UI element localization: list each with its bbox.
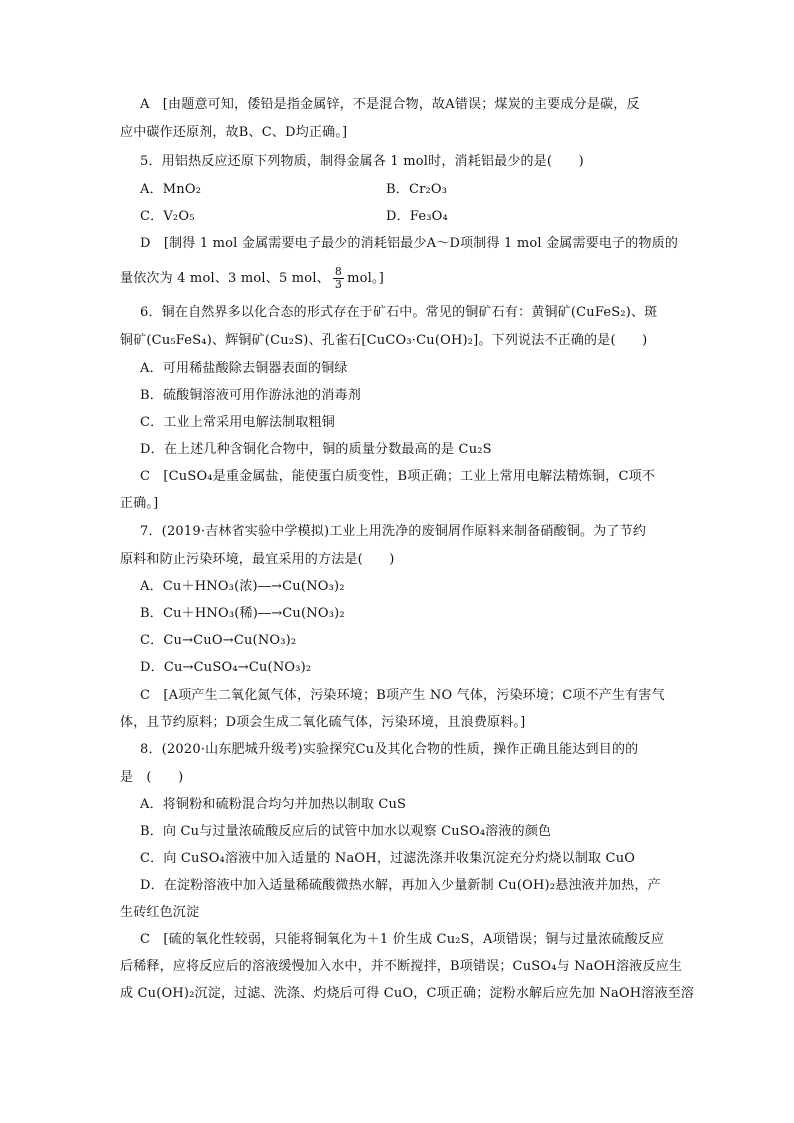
question-8-line-1: 8．(2020·山东肥城升级考)实验探究Cu及其化合物的性质，操作正确且能达到目的的 [140,742,639,757]
question-7-option-b: B．Cu＋HNO₃(稀)―→Cu(NO₃)₂ [140,606,345,621]
question-8-option-d-line-2: 生砖红色沉淀 [120,905,200,920]
question-7-line-1: 7．(2019·吉林省实验中学模拟)工业上用洗净的废铜屑作原料来制备硝酸铜。为了节约 [140,524,647,539]
question-7-option-d: D．Cu→CuSO₄→Cu(NO₃)₂ [140,660,312,675]
question-5: 5．用铝热反应还原下列物质，制得金属各 1 mol时，消耗铝最少的是( ) [140,154,584,169]
question-5-option-b: B．Cr₂O₃ [386,182,448,197]
question-7-option-c: C．Cu→CuO→Cu(NO₃)₂ [140,633,297,648]
fraction-numerator: 8 [334,265,343,278]
question-5-option-c: C．V₂O₅ [140,209,195,224]
question-6-line-2: 铜矿(Cu₅FeS₄)、辉铜矿(Cu₂S)、孔雀石[CuCO₃·Cu(OH)₂]。下列说法不正确的是( ) [120,333,648,348]
question-5-option-d: D．Fe₃O₄ [386,209,448,224]
question-6-option-b: B．硫酸铜溶液可用作游泳池的消毒剂 [140,388,361,403]
answer-6-line-2: 正确。] [120,496,159,511]
question-6-option-d: D．在上述几种含铜化合物中，铜的质量分数最高的是 Cu₂S [140,442,492,457]
answer-8-line-3: 成 Cu(OH)₂沉淀，过滤、洗涤、灼烧后可得 CuO，C项正确；淀粉水解后应先加 NaOH溶液至溶 [120,986,695,1001]
question-8-option-b: B．向 Cu与过量浓硫酸反应后的试管中加水以观察 CuSO₄溶液的颜色 [140,824,552,839]
answer-4-line-1: A [由题意可知，倭铅是指金属锌，不是混合物，故A错误；煤炭的主要成分是碳，反 [140,97,640,112]
question-5-option-a: A．MnO₂ [140,182,202,197]
question-7-line-2: 原料和防止污染环境，最宜采用的方法是( ) [120,552,395,567]
question-6-line-1: 6．铜在自然界多以化合态的形式存在于矿石中。常见的铜矿石有：黄铜矿(CuFeS₂)、斑 [140,305,658,320]
question-6-option-c: C．工业上常采用电解法制取粗铜 [140,415,335,430]
answer-8-line-1: C [硫的氧化性较弱，只能将铜氧化为＋1 价生成 Cu₂S，A项错误；铜与过量浓硫酸反应 [140,932,665,947]
answer-5-unit: mol。] [347,271,384,286]
answer-8-line-2: 后稀释，应将反应后的溶液缓慢加入水中，并不断搅拌，B项错误；CuSO₄与 NaOH溶液反应生 [120,959,683,974]
answer-5-line-1: D [制得 1 mol 金属需要电子最少的消耗铝最少A～D项制得 1 mol 金属需要电子的物质的 [140,236,679,251]
question-8-option-d-line-1: D．在淀粉溶液中加入适量稀硫酸微热水解，再加入少量新制 Cu(OH)₂悬浊液并加热，产 [140,878,661,893]
answer-5-line-2 [120,266,384,291]
question-8-option-a: A．将铜粉和硫粉混合均匀并加热以制取 CuS [140,797,407,812]
question-7-option-a: A．Cu＋HNO₃(浓)―→Cu(NO₃)₂ [140,579,345,594]
answer-4-line-2: 应中碳作还原剂，故B、C、D均正确。] [120,125,348,140]
answer-5-text: 量依次为 4 mol、3 mol、5 mol、 [120,271,330,286]
question-6-option-a: A．可用稀盐酸除去铜器表面的铜绿 [140,361,348,376]
question-8-line-2: 是 ( ) [120,770,184,785]
answer-6-line-1: C [CuSO₄是重金属盐，能使蛋白质变性，B项正确；工业上常用电解法精炼铜，C项不 [140,469,656,484]
fraction [333,266,344,291]
question-8-option-c: C．向 CuSO₄溶液中加入适量的 NaOH，过滤洗涤并收集沉淀充分灼烧以制取 CuO [140,851,636,866]
answer-7-line-2: 体，且节约原料；D项会生成二氧化硫气体，污染环境，且浪费原料。] [120,715,526,730]
answer-7-line-1: C [A项产生二氧化氮气体，污染环境；B项产生 NO 气体，污染环境；C项不产生有害气 [140,688,665,703]
fraction-denominator: 3 [334,278,343,291]
